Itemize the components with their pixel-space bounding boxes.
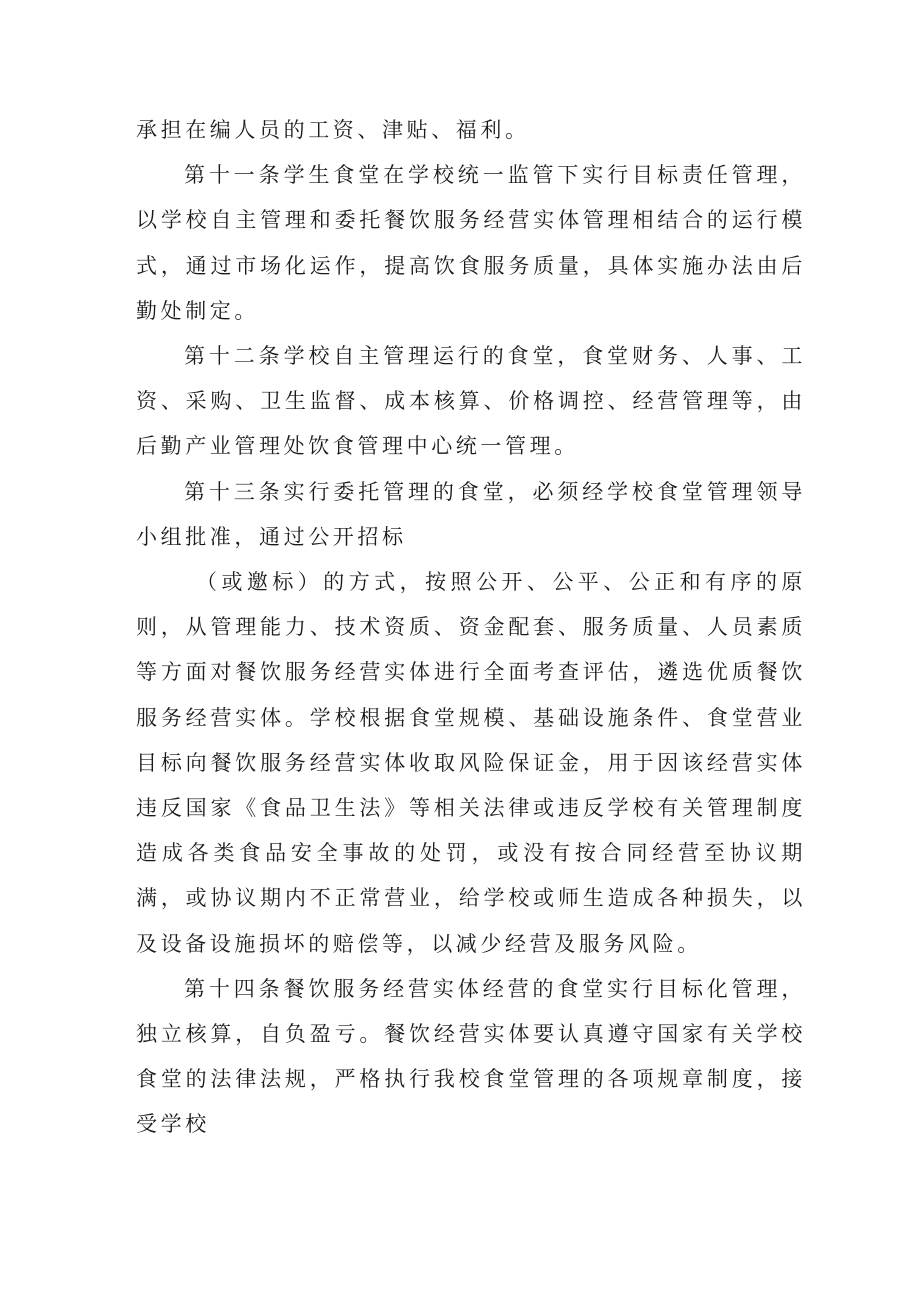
- paragraph-article-11: 第十一条学生食堂在学校统一监管下实行目标责任管理，以学校自主管理和委托餐饮服务经营实体管理相结合的运行模式，通过市场化运作，提高饮食服务质量，具体实施办法由后勤处制定。: [136, 163, 806, 323]
- paragraph-article-13: 第十三条实行委托管理的食堂，必须经学校食堂管理领导小组批准，通过公开招标: [136, 479, 806, 549]
- document-body: [136, 108, 806, 1148]
- paragraph-article-14: 第十四条餐饮服务经营实体经营的食堂实行目标化管理，独立核算，自负盈亏。餐饮经营实体要认真遵守国家有关学校食堂的法律法规，严格执行我校食堂管理的各项规章制度，接受学校: [136, 976, 806, 1137]
- paragraph-article-12: 第十二条学校自主管理运行的食堂，食堂财务、人事、工资、采购、卫生监督、成本核算、价格调控、经营管理等，由后勤产业管理处饮食管理中心统一管理。: [136, 344, 806, 459]
- paragraph-article-13-continued: （或邀标）的方式，按照公开、公平、公正和有序的原则，从管理能力、技术资质、资金配套、服务质量、人员素质等方面对餐饮服务经营实体进行全面考查评估，遴选优质餐饮服务经营实体。学校根据食堂规模、基础设施条件、食堂营业目标向餐饮服务经营实体收取风险保证金，用于因该经营实体违反国家《食品卫生法》等相关法律或违反学校有关管理制度造成各类食品安全事故的处罚，或没有按合同经营至协议期满，或协议期内不正常营业，给学校或师生造成各种损失，以及设备设施损坏的赔偿等，以减少经营及服务风险。: [136, 570, 806, 956]
- paragraph-continuation-wages: 承担在编人员的工资、津贴、福利。: [136, 118, 530, 142]
